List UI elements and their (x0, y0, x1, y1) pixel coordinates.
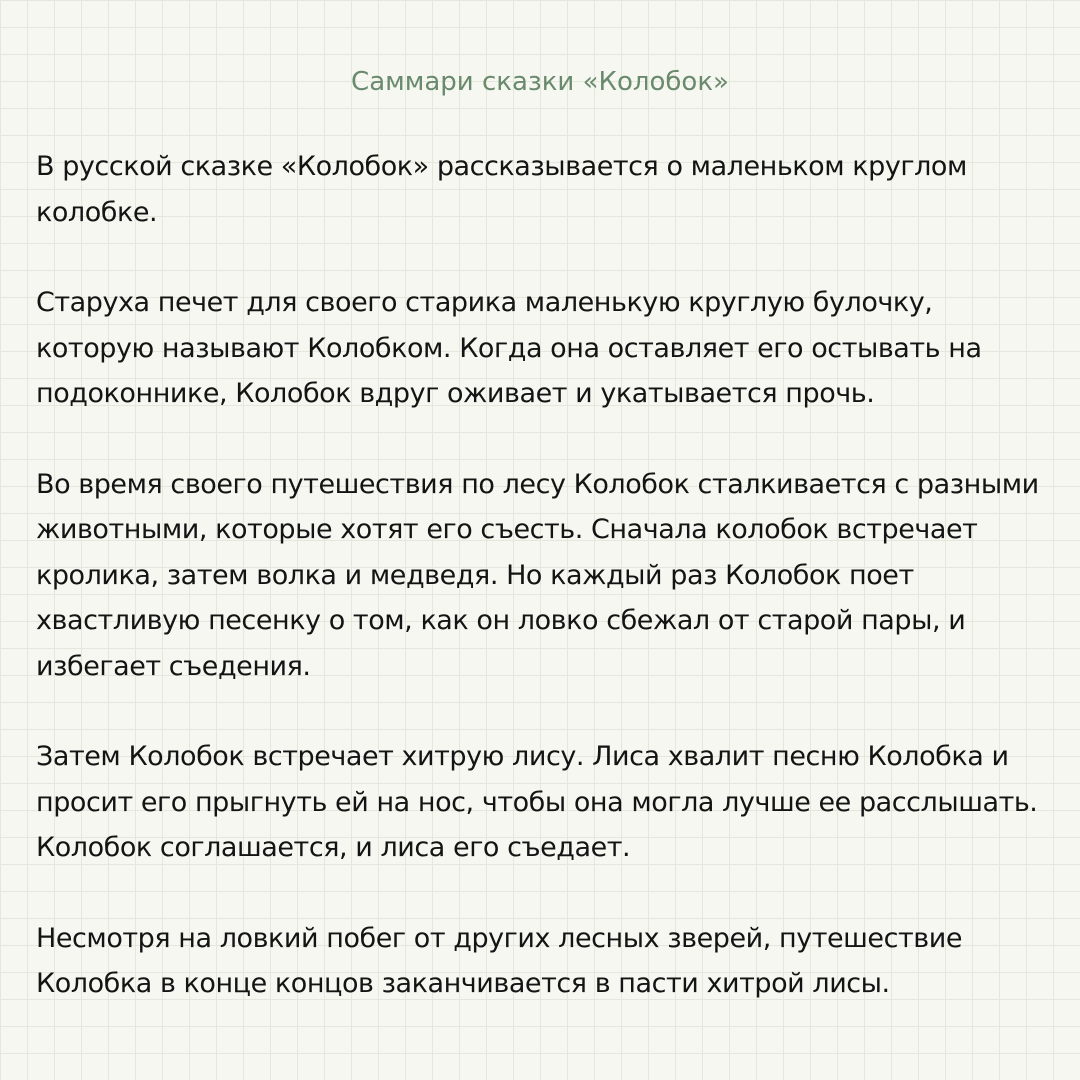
paragraph-journey: Во время своего путешествия по лесу Колобок сталкивается с разными животными, которые хотят его съесть. Сначала колобок встречает кролика, затем волка и медведя. Но каждый раз Колобок поет хвастливую песенку о том, как он ловко сбежал от старой пары, и избегает съедения. (36, 468, 1039, 682)
paragraph-fox: Затем Колобок встречает хитрую лису. Лиса хвалит песню Колобка и просит его прыгнуть ей на нос, чтобы она могла лучше ее расслышать. Колобок соглашается, и лиса его съедает. (36, 741, 1038, 863)
summary-text (36, 144, 1044, 1007)
page-title: Саммари сказки «Колобок» (351, 67, 729, 97)
paragraph-ending: Несмотря на ловкий побег от других лесных зверей, путешествие Колобка в конце концов заканчивается в пасти хитрой лисы. (36, 922, 962, 999)
paragraph-intro: В русской сказке «Колобок» рассказывается о маленьком круглом колобке. (36, 151, 967, 228)
paragraph-baking: Старуха печет для своего старика маленькую круглую булочку, которую называют Колобком. Когда она оставляет его остывать на подоконнике, Колобок вдруг оживает и укатывается прочь. (36, 287, 982, 409)
